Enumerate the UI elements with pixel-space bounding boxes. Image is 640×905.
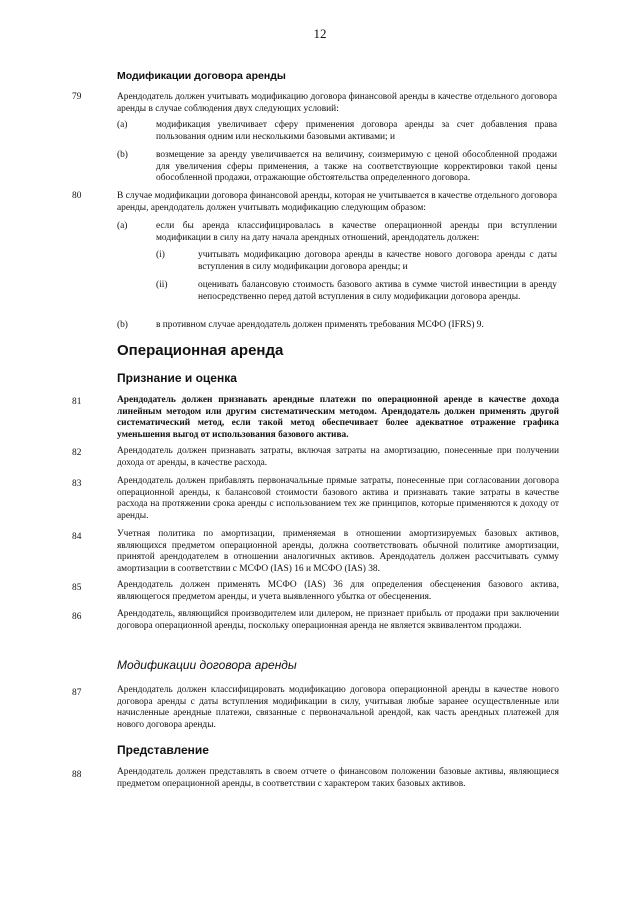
- paragraph-number-79: 79: [72, 92, 82, 102]
- heading-operating-lease-modifications: Модификации договора аренды: [117, 658, 297, 672]
- item-79a: модификация увеличивает сферу применения договора аренды за счет добавления права пользования одним или несколькими базовыми активами; и: [156, 120, 557, 142]
- item-label-80aii: (ii): [156, 280, 168, 290]
- paragraph-79: Арендодатель должен учитывать модификацию договора финансовой аренды в качестве отдельного договора аренды в случае соблюдения двух следующих условий:: [117, 92, 557, 114]
- paragraph-number-81: 81: [72, 397, 82, 407]
- item-79b: возмещение за аренду увеличивается на величину, соизмеримую с ценой обособленной продажи для увеличения сферы применения, а также на соответствующие корректировки такой цены обособленной продажи, отражающие обстоятельства определенного договора.: [156, 150, 557, 184]
- paragraph-number-87: 87: [72, 688, 82, 698]
- heading-recognition-measurement: Признание и оценка: [117, 371, 237, 385]
- paragraph-87: Арендодатель должен классифицировать модификацию договора операционной аренды в качестве нового договора аренды с даты вступления модификации в силу, учитывая любые заранее осуществленные или начисленные арендные платежи, связанные с первоначальной арендой, как часть арендных платежей для нового договора аренды.: [117, 685, 559, 730]
- paragraph-82: Арендодатель должен признавать затраты, включая затраты на амортизацию, понесенные при получении дохода от аренды, в качестве расхода.: [117, 446, 559, 468]
- paragraph-number-84: 84: [72, 532, 82, 542]
- item-label-79a: (a): [117, 120, 128, 130]
- paragraph-number-85: 85: [72, 583, 82, 593]
- heading-operating-lease: Операционная аренда: [117, 342, 284, 359]
- paragraph-number-86: 86: [72, 612, 82, 622]
- item-label-80b: (b): [117, 320, 128, 330]
- item-label-80a: (a): [117, 221, 128, 231]
- page-number: 12: [313, 26, 327, 41]
- item-label-80ai: (i): [156, 250, 165, 260]
- heading-presentation: Представление: [117, 743, 209, 757]
- item-80ai: учитывать модификацию договора аренды в качестве нового договора аренды с даты вступления в силу модификации договора аренды; и: [198, 250, 557, 272]
- heading-finance-lease-modifications: Модификации договора аренды: [117, 70, 286, 82]
- paragraph-number-80: 80: [72, 191, 82, 201]
- paragraph-85: Арендодатель должен применять МСФО (IAS) 36 для определения обесценения базового актива, являющегося предметом аренды, и учета выявленного убытка от обесценения.: [117, 580, 559, 602]
- paragraph-86: Арендодатель, являющийся производителем или дилером, не признает прибыль от продажи при заключении договора операционной аренды, поскольку операционная аренда не является эквивалентом продажи.: [117, 609, 559, 631]
- paragraph-80: В случае модификации договора финансовой аренды, которая не учитывается в качестве отдельного договора аренды, арендодатель должен учитывать модификацию следующим образом:: [117, 191, 557, 213]
- item-80aii: оценивать балансовую стоимость базового актива в сумме чистой инвестиции в аренду непосредственно перед датой вступления в силу модификации договора аренды.: [198, 280, 557, 302]
- item-label-79b: (b): [117, 150, 128, 160]
- paragraph-84: Учетная политика по амортизации, применяемая в отношении амортизируемых базовых активов, являющихся предметом операционной аренды, должна соответствовать обычной политике амортизации, принятой арендодателем в отношении аналогичных активов. Арендодатель должен рассчитывать сумму амортизации в соответствии с МСФО (IAS) 16 и МСФО (IAS) 38.: [117, 529, 559, 574]
- item-80a: если бы аренда классифицировалась в качестве операционной аренды при вступлении модификации в силу на дату начала арендных отношений, арендодатель должен:: [156, 221, 557, 243]
- paragraph-88: Арендодатель должен представлять в своем отчете о финансовом положении базовые активы, являющиеся предметом операционной аренды, в соответствии с характером таких базовых активов.: [117, 767, 559, 789]
- paragraph-number-88: 88: [72, 770, 82, 780]
- paragraph-81: Арендодатель должен признавать арендные платежи по операционной аренде в качестве дохода линейным методом или другим систематическим методом. Арендодатель должен применять другой систематический метод, если такой метод обеспечивает более адекватное отражение графика уменьшения выгод от использования базового актива.: [117, 395, 559, 440]
- paragraph-number-83: 83: [72, 479, 82, 489]
- paragraph-number-82: 82: [72, 448, 82, 458]
- paragraph-83: Арендодатель должен прибавлять первоначальные прямые затраты, понесенные при согласовании договора операционной аренды, к балансовой стоимости базового актива и признавать такие затраты в качестве расхода на протяжении срока аренды с использованием тех же принципов, которые применяются к доходу от аренды.: [117, 476, 559, 521]
- item-80b: в противном случае арендодатель должен применять требования МСФО (IFRS) 9.: [156, 320, 484, 330]
